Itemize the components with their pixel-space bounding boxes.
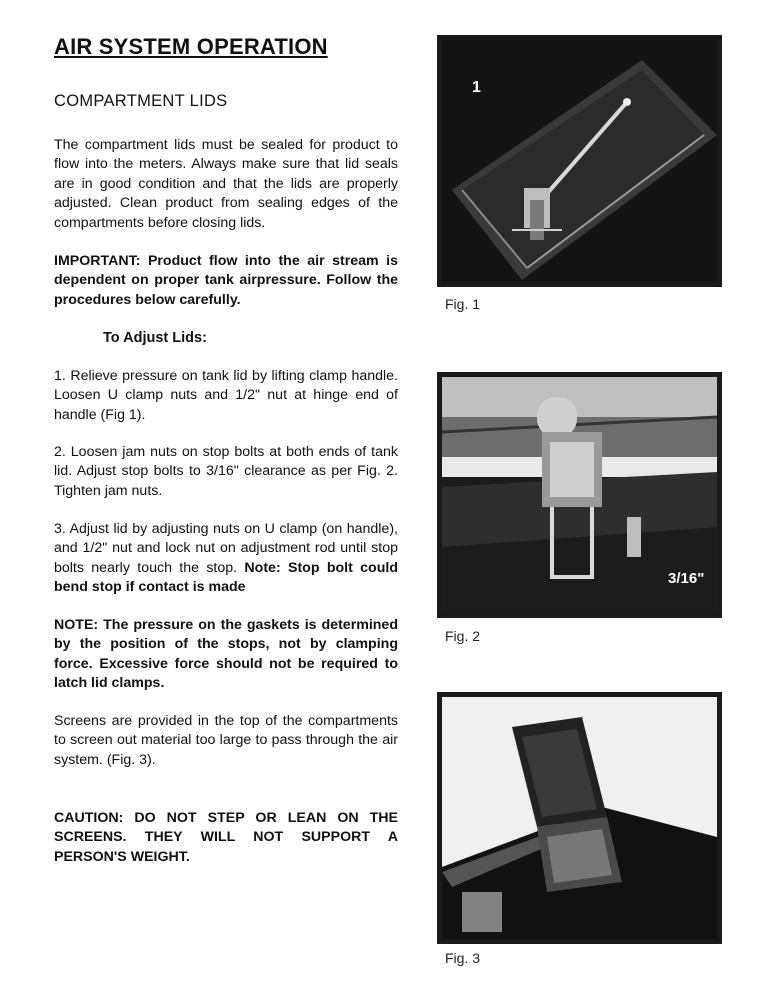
figure-1-label: 1	[472, 79, 481, 96]
step-3-note: Note: Stop bolt could bend stop if contact is made	[54, 559, 398, 596]
section-title: COMPARTMENT LIDS	[54, 92, 228, 110]
figure-1	[437, 35, 722, 287]
step-3-paragraph	[54, 520, 398, 598]
figure-3-photo	[442, 697, 717, 939]
figure-2-caption: Fig. 2	[445, 628, 481, 644]
figure-1-photo	[442, 40, 717, 282]
figure-2-photo	[442, 377, 717, 613]
figure-2	[437, 372, 722, 618]
figure-2-label: 3/16"	[668, 570, 705, 587]
page-title: AIR SYSTEM OPERATION	[54, 34, 328, 59]
figure-3	[437, 692, 722, 944]
note-paragraph: NOTE: The pressure on the gaskets is determined by the position of the stops, not by clamping force. Excessive force should not be required to latch lid clamps.	[54, 617, 398, 692]
step-2-paragraph: 2. Loosen jam nuts on stop bolts at both ends of tank lid. Adjust stop bolts to 3/16" clearance as per Fig. 2. Tighten jam nuts.	[54, 444, 398, 499]
caution-paragraph: CAUTION: DO NOT STEP OR LEAN ON THE SCREENS. THEY WILL NOT SUPPORT A PERSON'S WEIGHT.	[54, 810, 398, 865]
important-paragraph: IMPORTANT: Product flow into the air stream is dependent on proper tank airpressure. Follow the procedures below carefully.	[54, 253, 398, 308]
screens-paragraph: Screens are provided in the top of the compartments to screen out material too large to pass through the air system. (Fig. 3).	[54, 713, 398, 768]
step-3-text: 3. Adjust lid by adjusting nuts on U clamp (on handle), and 1/2" nut and lock nut on adjustment rod until stop bolts nearly touch the stop.	[54, 521, 398, 576]
figure-1-caption: Fig. 1	[445, 296, 481, 312]
step-1-paragraph: 1. Relieve pressure on tank lid by lifting clamp handle. Loosen U clamp nuts and 1/2" nut at hinge end of handle (Fig 1).	[54, 368, 398, 423]
figure-3-caption: Fig. 3	[445, 950, 481, 966]
intro-paragraph: The compartment lids must be sealed for product to flow into the meters. Always make sure that lid seals are in good condition and that the lids are properly adjusted. Clean product from sealing edges of the compartments before closing lids.	[54, 137, 398, 231]
adjust-heading: To Adjust Lids:	[103, 330, 207, 346]
